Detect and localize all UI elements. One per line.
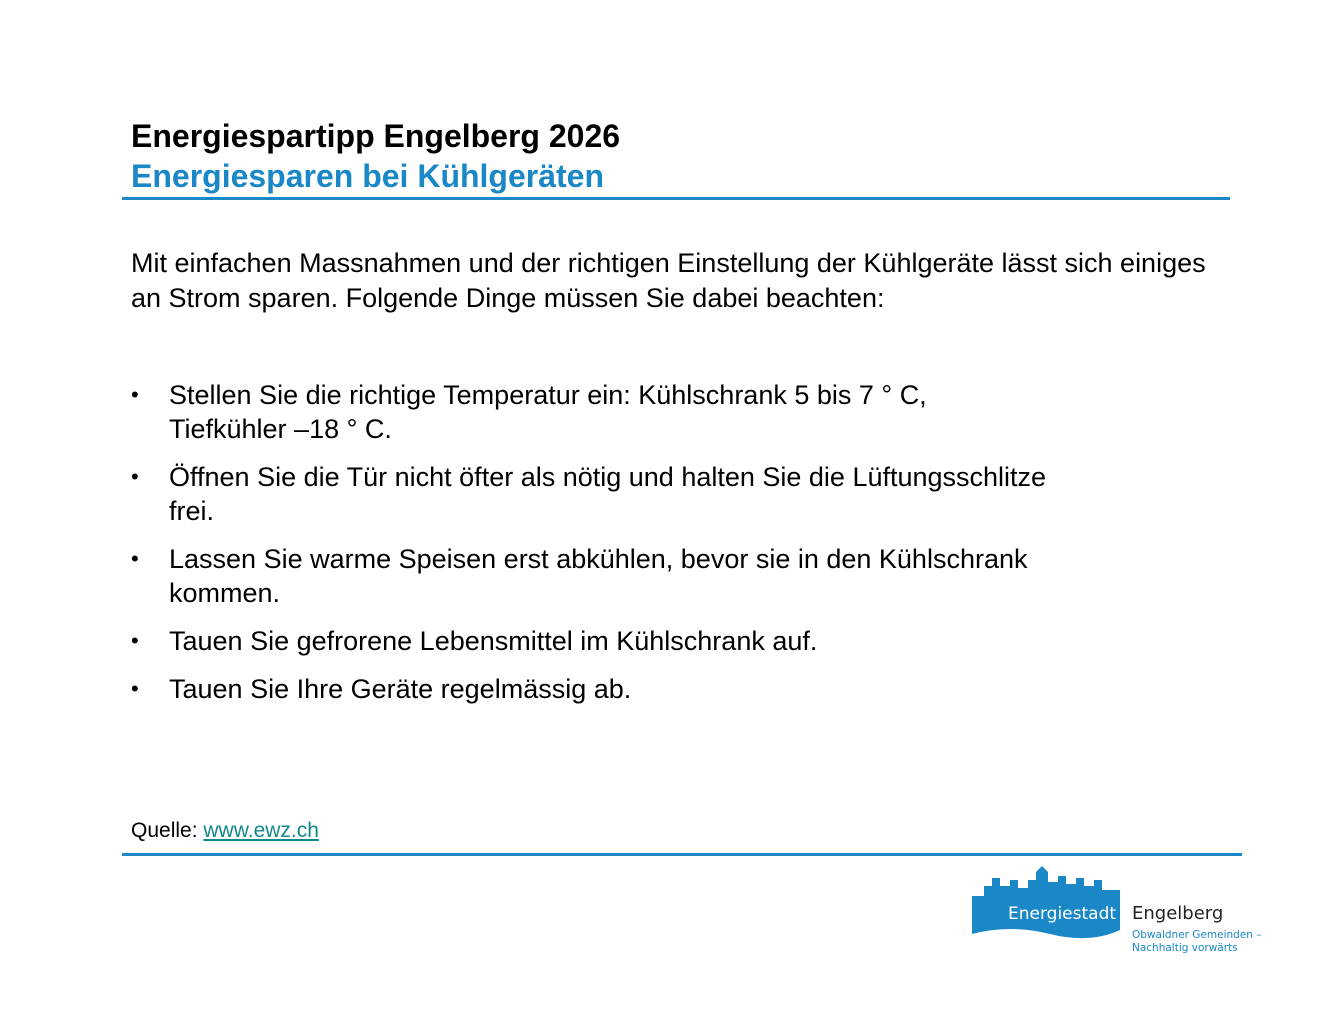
town-skyline-icon: [970, 862, 1130, 942]
source-line: [131, 817, 319, 845]
list-item: [131, 542, 1211, 610]
logo-badge-text: Energiestadt: [1008, 904, 1117, 924]
logo-tagline-line2: Nachhaltig vorwärts: [1132, 942, 1238, 954]
source-label: Quelle:: [131, 819, 198, 842]
logo-tagline-line1: Obwaldner Gemeinden –: [1132, 929, 1262, 941]
bullet-icon: •: [131, 464, 139, 489]
intro-paragraph: Mit einfachen Massnahmen und der richtigen Einstellung der Kühlgeräte lässt sich einiges an Strom sparen. Folgende Dinge müssen Sie dabei beachten:: [131, 248, 1206, 313]
energiestadt-logo: [970, 862, 1260, 962]
bullet-icon: •: [131, 628, 139, 653]
list-item: [131, 672, 1211, 706]
page-title: Energiespartipp Engelberg 2026: [131, 118, 621, 154]
list-item: [131, 378, 1211, 446]
source-link[interactable]: www.ewz.ch: [203, 819, 319, 842]
list-item-text-line2: Tiefkühler –18 ° C.: [169, 414, 392, 444]
list-item-text-line1: Lassen Sie warme Speisen erst abkühlen, bevor sie in den Kühlschrank: [169, 544, 1028, 574]
logo-name: Engelberg: [1132, 903, 1224, 924]
tips-list: [131, 378, 1211, 720]
header-divider: [122, 197, 1230, 200]
logo-tagline: [1132, 929, 1262, 955]
list-item-text-line1: Öffnen Sie die Tür nicht öfter als nötig und halten Sie die Lüftungsschlitze: [169, 462, 1047, 492]
list-item: [131, 624, 1211, 658]
page-subtitle: Energiesparen bei Kühlgeräten: [131, 158, 605, 194]
bullet-icon: •: [131, 676, 139, 701]
bullet-icon: •: [131, 382, 139, 407]
list-item: [131, 460, 1211, 528]
list-item-text-line2: frei.: [169, 496, 215, 526]
list-item-text-line2: kommen.: [169, 578, 281, 608]
slide-header: [131, 116, 1231, 196]
list-item-text-line1: Stellen Sie die richtige Temperatur ein: Kühlschrank 5 bis 7 ° C,: [169, 380, 927, 410]
list-item-text: Tauen Sie Ihre Geräte regelmässig ab.: [169, 674, 632, 704]
bullet-icon: •: [131, 546, 139, 571]
footer-divider: [122, 853, 1242, 856]
list-item-text: Tauen Sie gefrorene Lebensmittel im Kühlschrank auf.: [169, 626, 818, 656]
